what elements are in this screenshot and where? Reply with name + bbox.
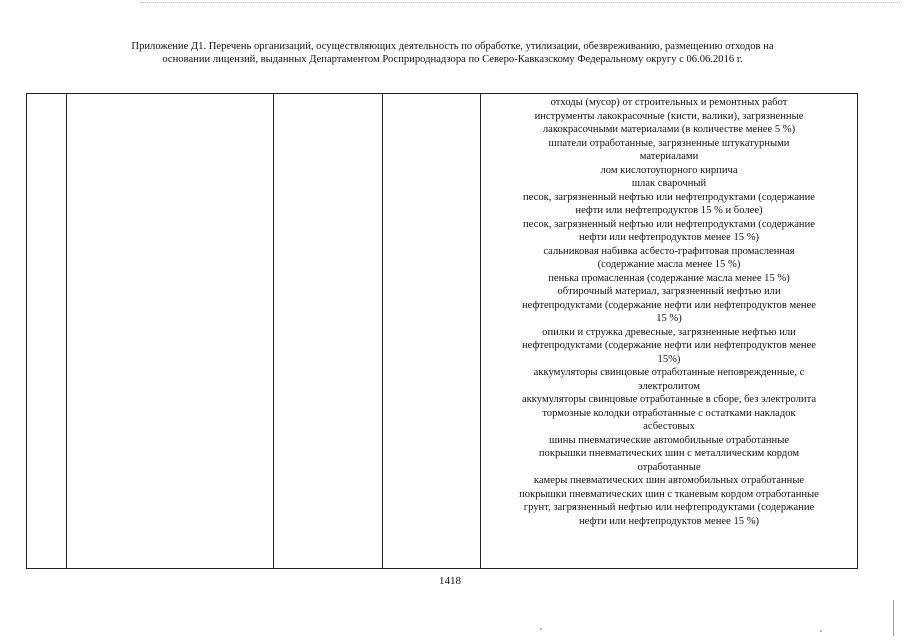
waste-type-line: покрышки пневматических шин с тканевым кордом отработанные	[519, 488, 819, 500]
waste-type-line: грунт, загрязненный нефтью или нефтепродуктами (содержание	[523, 502, 815, 513]
waste-type-line: шины пневматические автомобильные отработанные	[548, 434, 790, 446]
header-line-1: Приложение Д1. Перечень организаций, осуществляющих деятельность по обработке, утилизации, обезвреживанию, размещению отходов на	[131, 41, 774, 52]
waste-type-line: инструменты лакокрасочные (кисти, валики), загрязненные	[534, 110, 804, 122]
waste-type-line: нефтепродуктами (содержание нефти или нефтепродуктов менее	[521, 340, 816, 351]
waste-type-line: 15%)	[657, 353, 681, 365]
waste-type-line: аккумуляторы свинцовые отработанные неповрежденные, с	[533, 367, 805, 378]
waste-type-line: песок, загрязненный нефтью или нефтепродуктами (содержание	[523, 218, 815, 230]
scan-edge-artifact	[893, 600, 894, 636]
waste-type-line: покрышки пневматических шин с металлическим кордом	[538, 448, 800, 459]
table-column-activity	[383, 94, 481, 568]
table-column-organization	[67, 94, 274, 568]
page-number: 1418	[439, 575, 461, 587]
scan-edge-artifact	[140, 2, 900, 5]
waste-type-line: песок, загрязненный нефтью или нефтепродуктами (содержание	[523, 191, 815, 203]
waste-type-line: (содержание масла менее 15 %)	[597, 259, 741, 270]
waste-type-line: шлак сварочный	[631, 178, 707, 189]
waste-type-line: пенька промасленная (содержание масла менее 15 %)	[548, 272, 790, 284]
waste-type-line: 15 %)	[656, 313, 682, 324]
waste-type-line: отходы (мусор) от строительных и ремонтных работ	[550, 97, 788, 108]
waste-type-line: нефти или нефтепродуктов менее 15 %)	[578, 232, 760, 243]
scan-speck	[820, 630, 822, 632]
waste-type-line: асбестовых	[643, 421, 695, 432]
waste-type-line: лакокрасочными материалами (в количестве менее 5 %)	[542, 124, 796, 135]
waste-type-line: камеры пневматических шин автомобильных отработанные	[533, 475, 805, 486]
waste-type-line: обтирочный материал, загрязненный нефтью или	[557, 286, 781, 297]
waste-type-line: шпатели отработанные, загрязненные штукатурными	[548, 137, 790, 149]
waste-type-line: нефти или нефтепродуктов 15 % и более)	[575, 205, 763, 216]
header-line-2: основании лицензий, выданных Департаментом Росприроднадзора по Северо-Кавказскому Федеральному округу с 06.06.2016 г.	[162, 53, 743, 65]
table-column-number	[27, 94, 67, 568]
scan-speck	[540, 628, 542, 630]
waste-type-line: нефти или нефтепродуктов менее 15 %)	[578, 515, 760, 527]
organizations-table	[26, 93, 858, 569]
waste-type-line: опилки и стружка древесные, загрязненные нефтью или	[542, 326, 796, 338]
waste-type-line: лом кислотоупорного кирпича	[600, 164, 738, 176]
table-cell-waste-types	[481, 96, 857, 528]
waste-type-line: нефтепродуктами (содержание нефти или нефтепродуктов менее	[521, 299, 816, 311]
document-header	[60, 41, 845, 67]
waste-type-line: сальниковая набивка асбесто-графитовая промасленная	[543, 245, 795, 257]
waste-type-line: отработанные	[637, 461, 701, 473]
table-column-license	[274, 94, 383, 568]
waste-type-line: материалами	[639, 151, 699, 162]
waste-type-line: электролитом	[638, 380, 700, 392]
waste-type-line: тормозные колодки отработанные с остатками накладок	[542, 407, 796, 419]
waste-type-line: аккумуляторы свинцовые отработанные в сборе, без электролита	[521, 394, 817, 405]
